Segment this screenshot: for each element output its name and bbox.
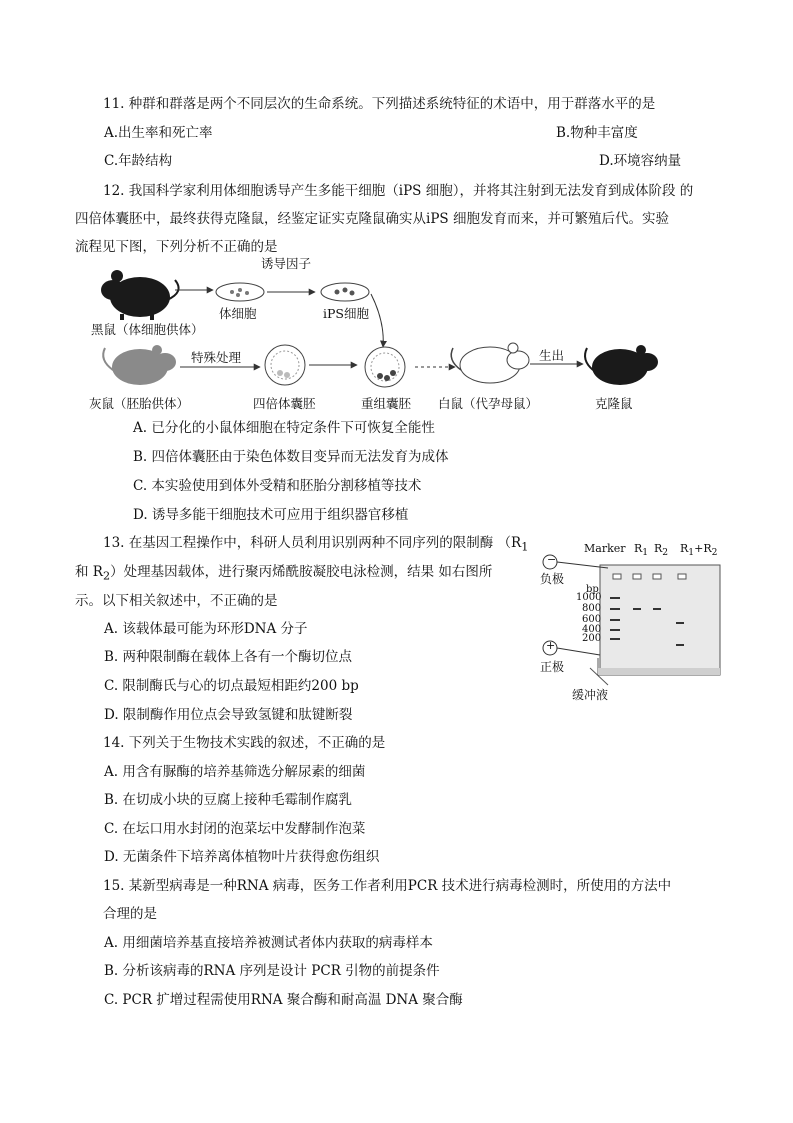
gray-mouse-icon bbox=[103, 345, 176, 385]
gel-label-r2 bbox=[654, 542, 668, 558]
gel-svg bbox=[538, 540, 728, 725]
gel-tick-1000: 1000 bbox=[576, 592, 602, 603]
q14-option-b: B. 在切成小块的豆腐上接种毛霉制作腐乳 bbox=[104, 792, 353, 808]
tetraploid-blastocyst-icon bbox=[265, 345, 305, 385]
gel-label-negative-pole: 负极 bbox=[540, 572, 565, 586]
q15-option-a: A. 用细菌培养基直接培养被测试者体内获取的病毒样本 bbox=[104, 935, 433, 951]
q13-option-b: B. 两种限制酶在载体上各有一个酶切位点 bbox=[104, 649, 353, 665]
q14-option-c: C. 在坛口用水封闭的泡菜坛中发酵制作泡菜 bbox=[104, 821, 366, 837]
label-born: 生出 bbox=[539, 348, 565, 363]
gel-label-r2-text: R bbox=[654, 542, 663, 555]
q12-option-b: B. 四倍体囊胚由于染色体数目变异而无法发育为成体 bbox=[133, 449, 449, 465]
label-reconstructed-blastocyst: 重组囊胚 bbox=[361, 396, 412, 411]
q15-stem-line2: 合理的是 bbox=[103, 906, 157, 922]
label-white-mouse: 白鼠（代孕母鼠） bbox=[438, 396, 539, 411]
q12-stem-line2: 四倍体囊胚中，最终获得克隆鼠，经鉴定证实克隆鼠确实从iPS 细胞发育而来，并可繁殖后代。实验 bbox=[75, 211, 669, 227]
gel-tick-400: 400 bbox=[582, 624, 602, 635]
gel-tick-600: 600 bbox=[582, 614, 602, 625]
plus-sign: + bbox=[546, 639, 556, 652]
q13-stem-line3: 示。以下相关叙述中，不正确的是 bbox=[75, 593, 278, 609]
q13-stem-line2 bbox=[75, 562, 492, 587]
label-special-treatment: 特殊处理 bbox=[191, 350, 242, 365]
cloned-mouse-icon bbox=[585, 345, 658, 385]
q13-stem-line2-post: ）处理基因载体，进行聚丙烯酰胺凝胶电泳检测，结果 如右图所 bbox=[110, 564, 493, 580]
somatic-cell-dish-icon bbox=[216, 283, 264, 301]
q13-stem-line1-text: 13. 在基因工程操作中，科研人员利用识别两种不同序列的限制酶 （R bbox=[103, 535, 522, 551]
q15-stem-line1: 15. 某新型病毒是一种RNA 病毒，医务工作者利用PCR 技术进行病毒检测时，所使用的方法中 bbox=[103, 878, 672, 894]
q12-option-a: A. 已分化的小鼠体细胞在特定条件下可恢复全能性 bbox=[133, 420, 435, 436]
gel-label-r1-text: R bbox=[634, 542, 643, 555]
q12-stem-line1: 12. 我国科学家利用体细胞诱导产生多能干细胞（iPS 细胞），并将其注射到无法发育到成体阶段 的 bbox=[103, 183, 694, 199]
gel-label-r1r2-sub1: 1 bbox=[688, 547, 695, 559]
black-mouse-icon bbox=[101, 270, 179, 320]
label-black-mouse: 黑鼠（体细胞供体） bbox=[91, 322, 204, 337]
q15-option-b: B. 分析该病毒的RNA 序列是设计 PCR 引物的前提条件 bbox=[104, 963, 440, 979]
gel-label-r1-sub: 1 bbox=[642, 547, 649, 559]
gel-label-marker: Marker bbox=[584, 542, 626, 555]
minus-sign: − bbox=[547, 553, 557, 566]
label-ips-cell: iPS细胞 bbox=[323, 306, 369, 321]
q13-stem-line2-sub: 2 bbox=[102, 569, 111, 583]
q13-option-c: C. 限制酶氏与心的切点最短相距约200 bp bbox=[104, 678, 359, 694]
label-inducer: 诱导因子 bbox=[261, 256, 312, 271]
q13-electrophoresis-figure bbox=[538, 540, 728, 725]
label-somatic-cell: 体细胞 bbox=[219, 306, 257, 321]
label-tetraploid-blastocyst: 四倍体囊胚 bbox=[253, 396, 316, 411]
q11-option-b: B.物种丰富度 bbox=[556, 125, 638, 141]
q13-stem-line1 bbox=[103, 533, 528, 558]
gel-label-buffer: 缓冲液 bbox=[572, 688, 609, 702]
q12-option-d: D. 诱导多能干细胞技术可应用于组织器官移植 bbox=[133, 507, 409, 523]
q13-option-a: A. 该载体最可能为环形DNA 分子 bbox=[104, 621, 308, 637]
gel-label-r1r2-text: R bbox=[680, 542, 689, 555]
gel-label-r1r2-sub2: 2 bbox=[711, 547, 718, 559]
label-cloned-mouse: 克隆鼠 bbox=[595, 396, 633, 411]
gel-tick-200: 200 bbox=[582, 633, 602, 644]
q11-option-c: C.年龄结构 bbox=[104, 153, 173, 169]
q14-stem: 14. 下列关于生物技术实践的叙述，不正确的是 bbox=[103, 735, 386, 751]
q14-option-a: A. 用含有脲酶的培养基筛选分解尿素的细菌 bbox=[104, 764, 366, 780]
gel-label-positive-pole: 正极 bbox=[540, 660, 565, 674]
white-mouse-icon bbox=[451, 343, 529, 383]
gel-label-r1r2-mid: +R bbox=[694, 542, 712, 555]
q11-stem: 11. 种群和群落是两个不同层次的生命系统。下列描述系统特征的术语中，用于群落水平的是 bbox=[103, 96, 656, 112]
gel-label-r1 bbox=[634, 542, 648, 558]
gel-label-bp: bp bbox=[586, 584, 599, 595]
reconstructed-blastocyst-icon bbox=[365, 347, 405, 387]
gel-label-r2-sub: 2 bbox=[662, 547, 669, 559]
q13-stem-line1-sub: 1 bbox=[521, 540, 529, 554]
q12-option-c: C. 本实验使用到体外受精和胚胎分割移植等技术 bbox=[133, 478, 422, 494]
gel-label-r1r2 bbox=[680, 542, 717, 558]
q12-stem-line3: 流程见下图，下列分析不正确的是 bbox=[75, 239, 278, 255]
label-gray-mouse: 灰鼠（胚胎供体） bbox=[89, 396, 190, 411]
q11-option-d: D.环境容纳量 bbox=[599, 153, 682, 169]
q11-option-a: A.出生率和死亡率 bbox=[104, 125, 213, 141]
q12-flow-diagram bbox=[89, 256, 695, 412]
q13-stem-line2-pre: 和 R bbox=[75, 564, 103, 580]
gel-tick-800: 800 bbox=[582, 603, 602, 614]
q13-option-d: D. 限制酶作用位点会导致氢键和肽键断裂 bbox=[104, 707, 353, 723]
q15-option-c: C. PCR 扩增过程需使用RNA 聚合酶和耐高温 DNA 聚合酶 bbox=[104, 992, 463, 1008]
ips-cell-dish-icon bbox=[321, 283, 369, 301]
q14-option-d: D. 无菌条件下培养离体植物叶片获得愈伤组织 bbox=[104, 849, 380, 865]
